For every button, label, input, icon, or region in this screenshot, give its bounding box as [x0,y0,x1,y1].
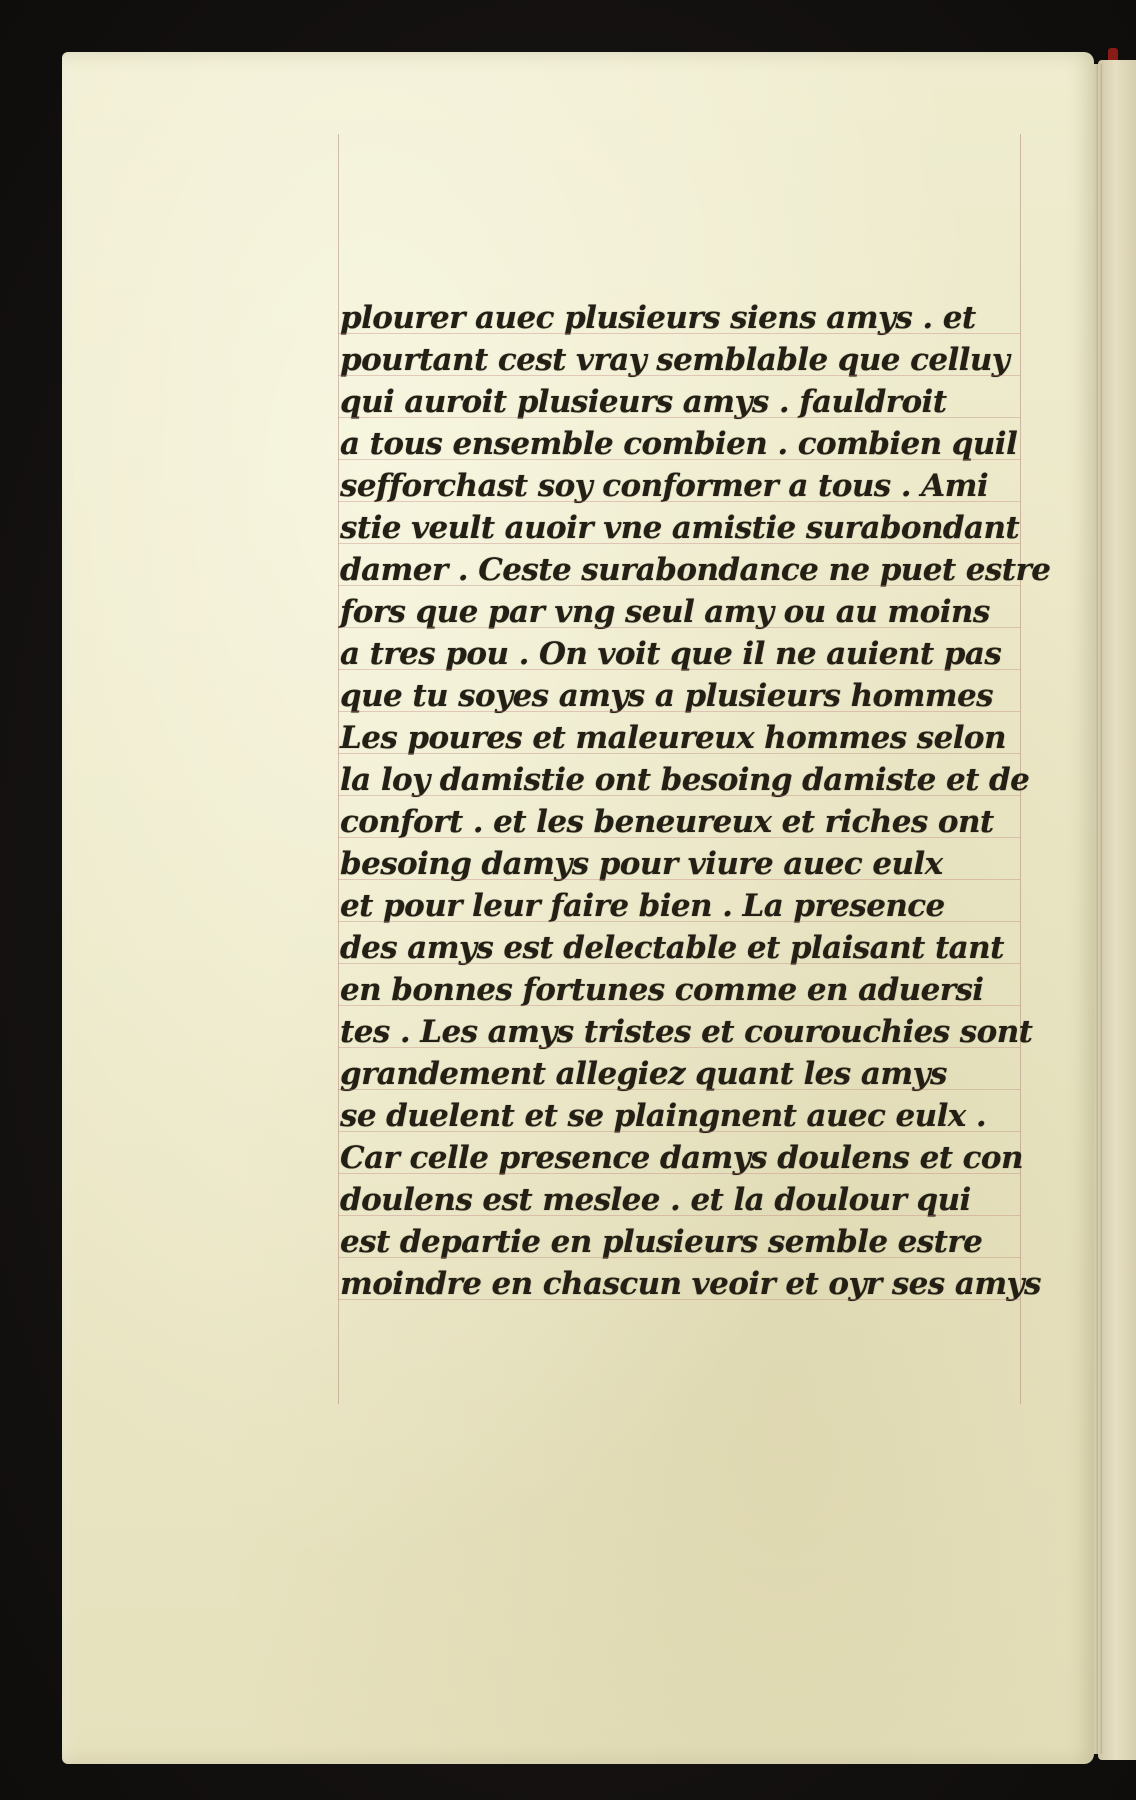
text-line: tes . Les amys tristes et courouchies sont [340,1014,1033,1050]
ruling-line-horizontal [338,837,1020,838]
ruling-line-horizontal [338,375,1020,376]
text-line: stie veult auoir vne amistie surabondant [340,510,1020,546]
ruling-line-horizontal [338,795,1020,796]
text-line: confort . et les beneureux et riches ont [340,804,994,840]
ruling-line-left [338,134,339,1404]
text-line: fors que par vng seul amy ou au moins [340,594,990,630]
ruling-line-horizontal [338,1131,1020,1132]
text-block [340,297,1100,1305]
ruling-line-horizontal [338,417,1020,418]
ruling-line-horizontal [338,501,1020,502]
ruling-line-horizontal [338,333,1020,334]
text-line: damer . Ceste surabondance ne puet estre [340,552,1051,588]
ruling-line-horizontal [338,543,1020,544]
facing-page-edge [1098,60,1136,1760]
ruling-line-horizontal [338,921,1020,922]
ruling-line-horizontal [338,459,1020,460]
ruling-line-horizontal [338,585,1020,586]
text-line: doulens est meslee . et la doulour qui [340,1182,971,1218]
text-line: que tu soyes amys a plusieurs hommes [340,678,993,714]
ruling-line-horizontal [338,1173,1020,1174]
text-line: est departie en plusieurs semble estre [340,1224,983,1260]
text-line: la loy damistie ont besoing damiste et de [340,762,1030,798]
text-line: moindre en chascun veoir et oyr ses amys [340,1266,1041,1302]
text-line: a tres pou . On voit que il ne auient pas [340,636,1002,672]
text-line: pourtant cest vray semblable que celluy [340,342,1010,378]
text-line: en bonnes fortunes comme en aduersi [340,972,984,1008]
ruling-line-horizontal [338,1299,1020,1300]
text-line: et pour leur faire bien . La presence [340,888,945,924]
ruling-line-horizontal [338,1257,1020,1258]
ruling-line-horizontal [338,711,1020,712]
text-line: sefforchast soy conformer a tous . Ami [340,468,989,504]
ruling-line-horizontal [338,963,1020,964]
ruling-line-horizontal [338,1089,1020,1090]
ruling-line-horizontal [338,627,1020,628]
text-line: se duelent et se plaingnent auec eulx . [340,1098,987,1134]
text-line: qui auroit plusieurs amys . fauldroit [340,384,947,420]
ruling-line-horizontal [338,879,1020,880]
ruling-line-horizontal [338,1215,1020,1216]
ruling-line-horizontal [338,669,1020,670]
ruling-line-horizontal [338,1047,1020,1048]
ruling-line-horizontal [338,1005,1020,1006]
text-line: des amys est delectable et plaisant tant [340,930,1004,966]
text-line: a tous ensemble combien . combien quil [340,426,1018,462]
text-line: plourer auec plusieurs siens amys . et [340,300,976,336]
manuscript-leaf [62,52,1094,1764]
text-line: grandement allegiez quant les amys [340,1056,947,1092]
text-line: besoing damys pour viure auec eulx [340,846,943,882]
text-line: Car celle presence damys doulens et con [340,1140,1023,1176]
text-line: Les poures et maleureux hommes selon [340,720,1006,756]
ruling-line-horizontal [338,753,1020,754]
